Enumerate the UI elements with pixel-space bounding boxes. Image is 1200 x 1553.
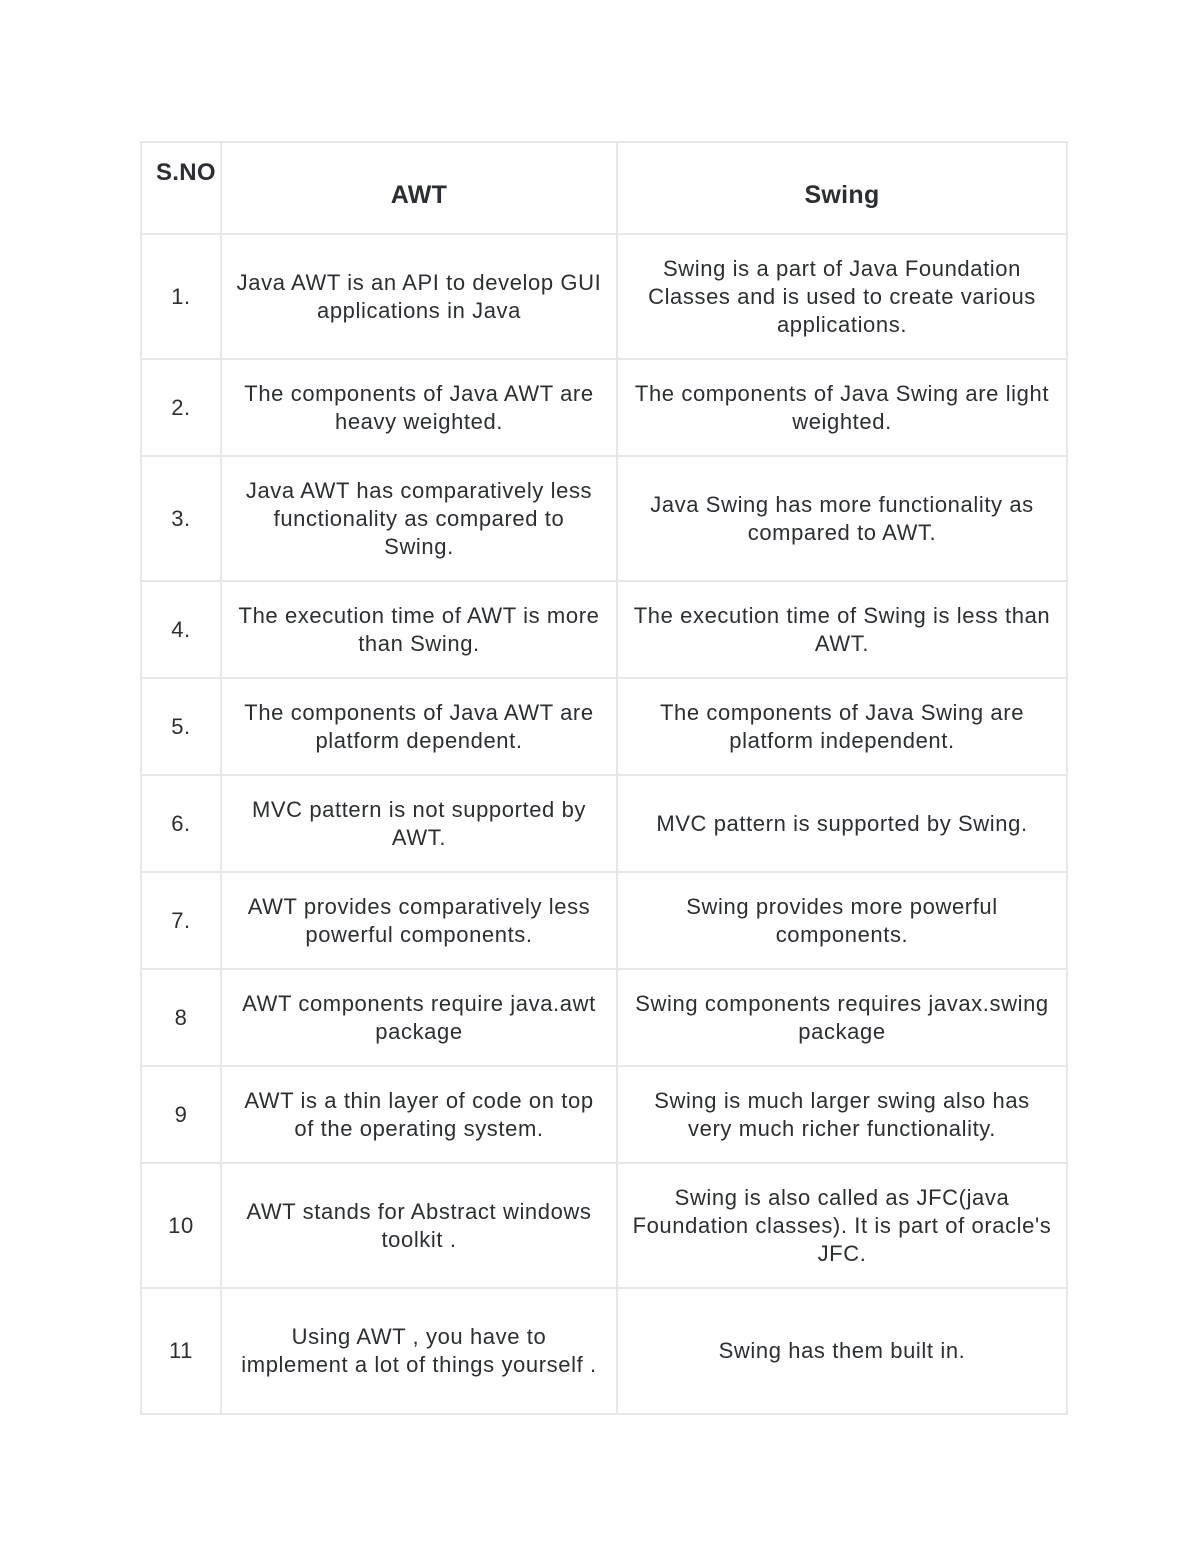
table-row — [141, 581, 1067, 678]
cell-awt: AWT components require java.awt package — [221, 969, 617, 1066]
cell-swing: Swing provides more powerful components. — [617, 872, 1067, 969]
cell-sno: 4. — [141, 581, 221, 678]
header-sno: S.NO — [141, 142, 221, 234]
comparison-table — [140, 141, 1068, 1415]
cell-swing: Swing is a part of Java Foundation Classes and is used to create various applications. — [617, 234, 1067, 359]
cell-awt: MVC pattern is not supported by AWT. — [221, 775, 617, 872]
cell-sno: 2. — [141, 359, 221, 456]
table-row — [141, 234, 1067, 359]
cell-awt: The execution time of AWT is more than Swing. — [221, 581, 617, 678]
cell-swing: MVC pattern is supported by Swing. — [617, 775, 1067, 872]
cell-swing: Swing is also called as JFC(java Foundation classes). It is part of oracle's JFC. — [617, 1163, 1067, 1288]
table-row — [141, 872, 1067, 969]
table-row — [141, 456, 1067, 581]
cell-sno: 3. — [141, 456, 221, 581]
header-row — [141, 142, 1067, 234]
cell-sno: 7. — [141, 872, 221, 969]
cell-swing: Java Swing has more functionality as compared to AWT. — [617, 456, 1067, 581]
cell-awt: AWT is a thin layer of code on top of the operating system. — [221, 1066, 617, 1163]
table-row — [141, 775, 1067, 872]
cell-swing: The execution time of Swing is less than AWT. — [617, 581, 1067, 678]
table-row — [141, 359, 1067, 456]
cell-awt: AWT provides comparatively less powerful components. — [221, 872, 617, 969]
cell-sno: 5. — [141, 678, 221, 775]
table-row — [141, 1163, 1067, 1288]
table-row — [141, 1066, 1067, 1163]
cell-sno: 11 — [141, 1288, 221, 1414]
table-row — [141, 969, 1067, 1066]
cell-awt: AWT stands for Abstract windows toolkit . — [221, 1163, 617, 1288]
cell-sno: 10 — [141, 1163, 221, 1288]
cell-awt: The components of Java AWT are platform dependent. — [221, 678, 617, 775]
cell-sno: 9 — [141, 1066, 221, 1163]
cell-swing: Swing components requires javax.swing package — [617, 969, 1067, 1066]
cell-swing: The components of Java Swing are platform independent. — [617, 678, 1067, 775]
table-row — [141, 1288, 1067, 1414]
cell-awt: Java AWT is an API to develop GUI applications in Java — [221, 234, 617, 359]
cell-awt: The components of Java AWT are heavy weighted. — [221, 359, 617, 456]
cell-swing: Swing is much larger swing also has very much richer functionality. — [617, 1066, 1067, 1163]
table-row — [141, 678, 1067, 775]
header-awt: AWT — [221, 142, 617, 234]
cell-awt: Using AWT , you have to implement a lot of things yourself . — [221, 1288, 617, 1414]
cell-sno: 6. — [141, 775, 221, 872]
cell-swing: Swing has them built in. — [617, 1288, 1067, 1414]
cell-awt: Java AWT has comparatively less functionality as compared to Swing. — [221, 456, 617, 581]
cell-swing: The components of Java Swing are light weighted. — [617, 359, 1067, 456]
header-swing: Swing — [617, 142, 1067, 234]
cell-sno: 8 — [141, 969, 221, 1066]
cell-sno: 1. — [141, 234, 221, 359]
